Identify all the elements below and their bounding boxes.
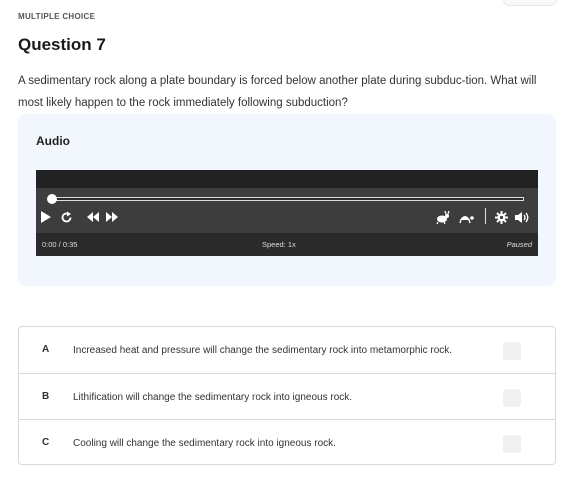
progress-handle[interactable] bbox=[47, 194, 57, 204]
audio-panel bbox=[18, 114, 556, 286]
rewind-icon[interactable] bbox=[87, 209, 99, 225]
answer-text: Cooling will change the sedimentary rock into igneous rock. bbox=[73, 438, 336, 449]
answer-text: Lithification will change the sedimentary rock into igneous rock. bbox=[73, 392, 353, 403]
speed-readout: Speed: 1x bbox=[262, 240, 296, 249]
answer-list bbox=[18, 326, 556, 465]
answer-option-a[interactable] bbox=[19, 327, 555, 373]
player-top-bar bbox=[36, 170, 538, 188]
replay-icon[interactable] bbox=[60, 209, 73, 225]
answer-checkbox[interactable] bbox=[503, 389, 521, 407]
play-icon[interactable] bbox=[40, 209, 52, 225]
answer-checkbox[interactable] bbox=[503, 435, 521, 453]
progress-track[interactable] bbox=[50, 197, 524, 201]
gear-icon[interactable] bbox=[495, 209, 508, 225]
answer-option-c[interactable] bbox=[19, 419, 555, 465]
answer-option-b[interactable] bbox=[19, 373, 555, 419]
question-text: A sedimentary rock along a plate boundary is forced below another plate during subduc-tion. What will most likely happen to the rock immediately following subduction? bbox=[18, 75, 537, 109]
question-title: Question 7 bbox=[18, 35, 106, 54]
answer-text: Increased heat and pressure will change the sedimentary rock into metamorphic rock. bbox=[73, 345, 453, 356]
audio-label: Audio bbox=[36, 134, 70, 148]
time-readout: 0:00 / 0:35 bbox=[42, 240, 78, 249]
answer-checkbox[interactable] bbox=[503, 342, 521, 360]
rabbit-fast-icon[interactable] bbox=[434, 209, 450, 225]
audio-player bbox=[36, 170, 538, 256]
answer-letter: A bbox=[42, 344, 50, 355]
playback-state: Paused bbox=[506, 240, 532, 249]
volume-icon[interactable] bbox=[515, 209, 530, 225]
corner-tab[interactable] bbox=[503, 0, 557, 6]
fast-forward-icon[interactable] bbox=[106, 209, 118, 225]
answer-letter: B bbox=[42, 391, 50, 402]
control-divider bbox=[485, 208, 486, 224]
answer-letter: C bbox=[42, 437, 50, 448]
turtle-slow-icon[interactable] bbox=[458, 209, 474, 225]
question-type-label: MULTIPLE CHOICE bbox=[18, 12, 96, 21]
